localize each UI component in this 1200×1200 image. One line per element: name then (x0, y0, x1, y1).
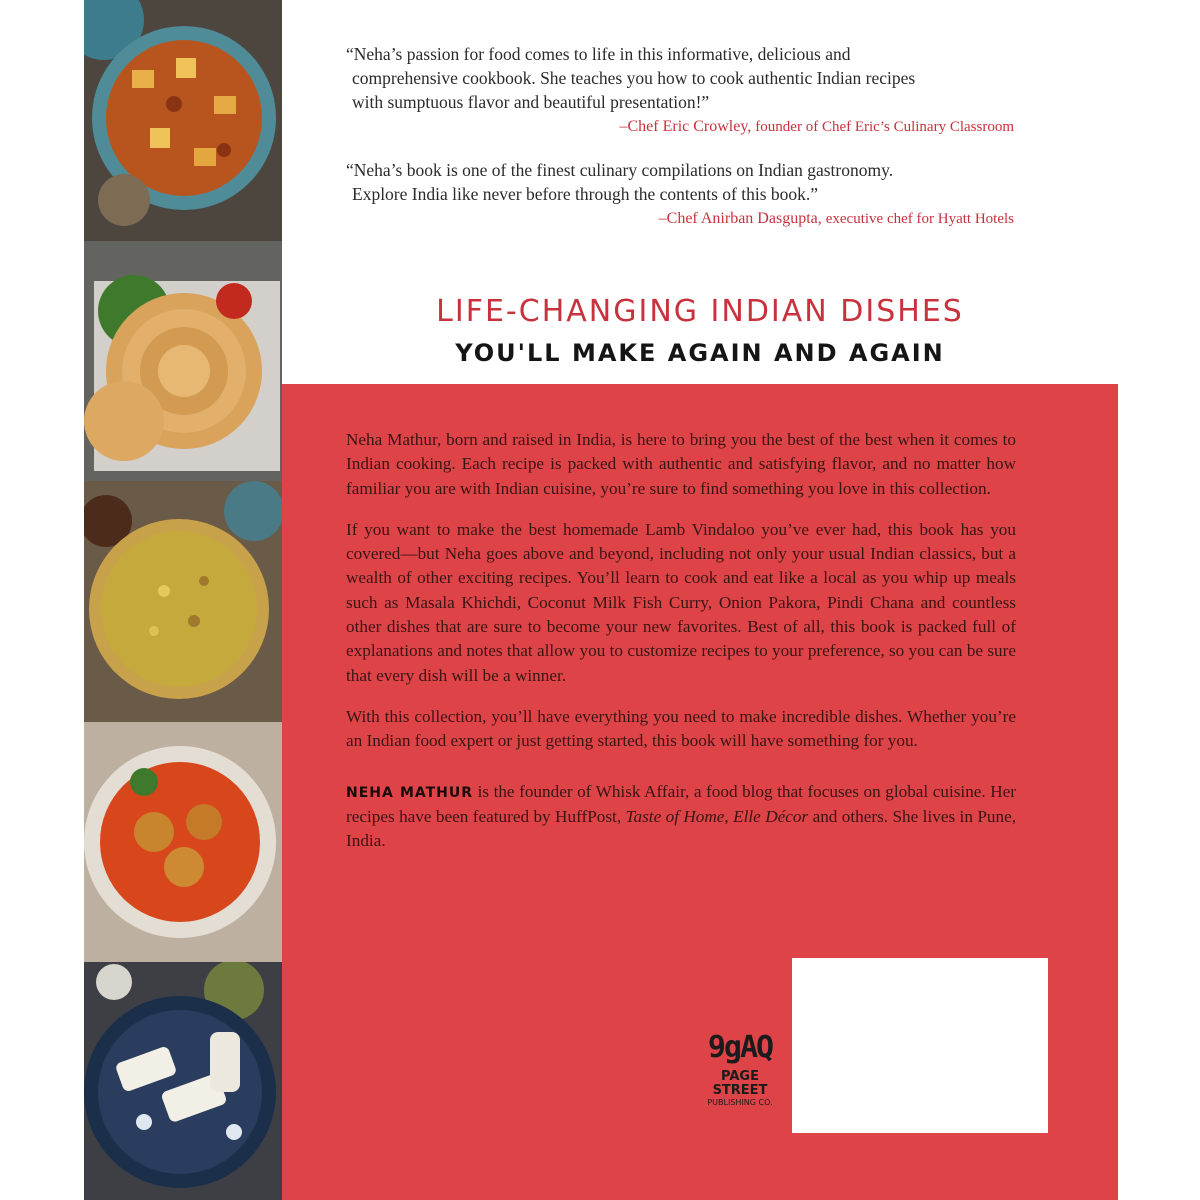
quote-line: comprehensive cookbook. She teaches you how to cook authentic Indian recipes (352, 68, 916, 88)
publisher-name-sub: PUBLISHING CO. (707, 1098, 773, 1107)
paratha-photo (84, 241, 282, 481)
khichdi-photo (84, 481, 282, 722)
quote-line: with sumptuous flavor and beautiful presentation!” (352, 92, 710, 112)
quote-line: “Neha’s passion for food comes to life in this informative, delicious and (346, 44, 851, 64)
quote-author: –Chef Anirban Dasgupta, (658, 210, 822, 227)
headline (282, 294, 1118, 367)
publisher-logo (700, 1030, 780, 1130)
description-paragraph: With this collection, you’ll have everything you need to make incredible dishes. Whether you’re an Indian food expert or just getting started, this book will have something for you. (346, 706, 1016, 751)
testimonial-1 (346, 42, 1026, 136)
headline-line-2: YOU'LL MAKE AGAIN AND AGAIN (455, 339, 945, 367)
author-bio-text: is the founder of Whisk Affair, a food blog that focuses on global cuisine. Her recipes have been featured by HuffPost, (346, 781, 1017, 826)
book-description (346, 428, 1016, 870)
quote-author-role: founder of Chef Eric’s Culinary Classroom (755, 119, 1014, 135)
publication-name: Taste of Home (625, 806, 725, 826)
food-photo-strip (84, 0, 282, 1200)
description-paragraph: If you want to make the best homemade Lamb Vindaloo you’ve ever had, this book has you covered—but Neha goes above and beyond, including not only your usual Indian classics, but a wealth of other exciting recipes. You’ll learn to cook and eat like a local as you whip up meals such as Masala Khichdi, Coconut Milk Fish Curry, Onion Pakora, Pindi Chana and countless other dishes that are sure to become your new favorites. Best of all, this book is packed full of explanations and notes that allow you to customize recipes to your preference, so you can be sure that every dish will be a winner. (346, 519, 1016, 685)
barcode-area (792, 958, 1048, 1133)
separator: , (724, 806, 734, 826)
author-bio (346, 780, 1016, 854)
author-bio-text: and others. She lives in Pune, India. (346, 806, 1016, 851)
testimonials (346, 42, 1026, 228)
quote-line: Explore India like never before through the contents of this book.” (352, 184, 819, 204)
publisher-name: PAGE STREET (712, 1069, 768, 1098)
quote-author: –Chef Eric Crowley, (619, 118, 752, 135)
quote-line: “Neha’s book is one of the finest culinary compilations on Indian gastronomy. (346, 160, 894, 180)
author-name: NEHA MATHUR (346, 784, 474, 801)
quote-author-role: executive chef for Hyatt Hotels (825, 211, 1014, 227)
description-paragraph: Neha Mathur, born and raised in India, is here to bring you the best of the best when it comes to Indian cooking. Each recipe is packed with authentic and satisfying flavor, and no matter how familiar you are with Indian cuisine, you’re sure to find something you love in this collection. (346, 430, 1016, 498)
headline-line-1: LIFE-CHANGING INDIAN DISHES (436, 294, 964, 329)
testimonial-2 (346, 158, 1026, 228)
publisher-mark: 9gAQ (707, 1030, 773, 1065)
paneer-curry-photo (84, 0, 282, 241)
kofta-curry-photo (84, 722, 282, 962)
fish-photo (84, 962, 282, 1200)
publication-name: Elle Décor (733, 806, 809, 826)
